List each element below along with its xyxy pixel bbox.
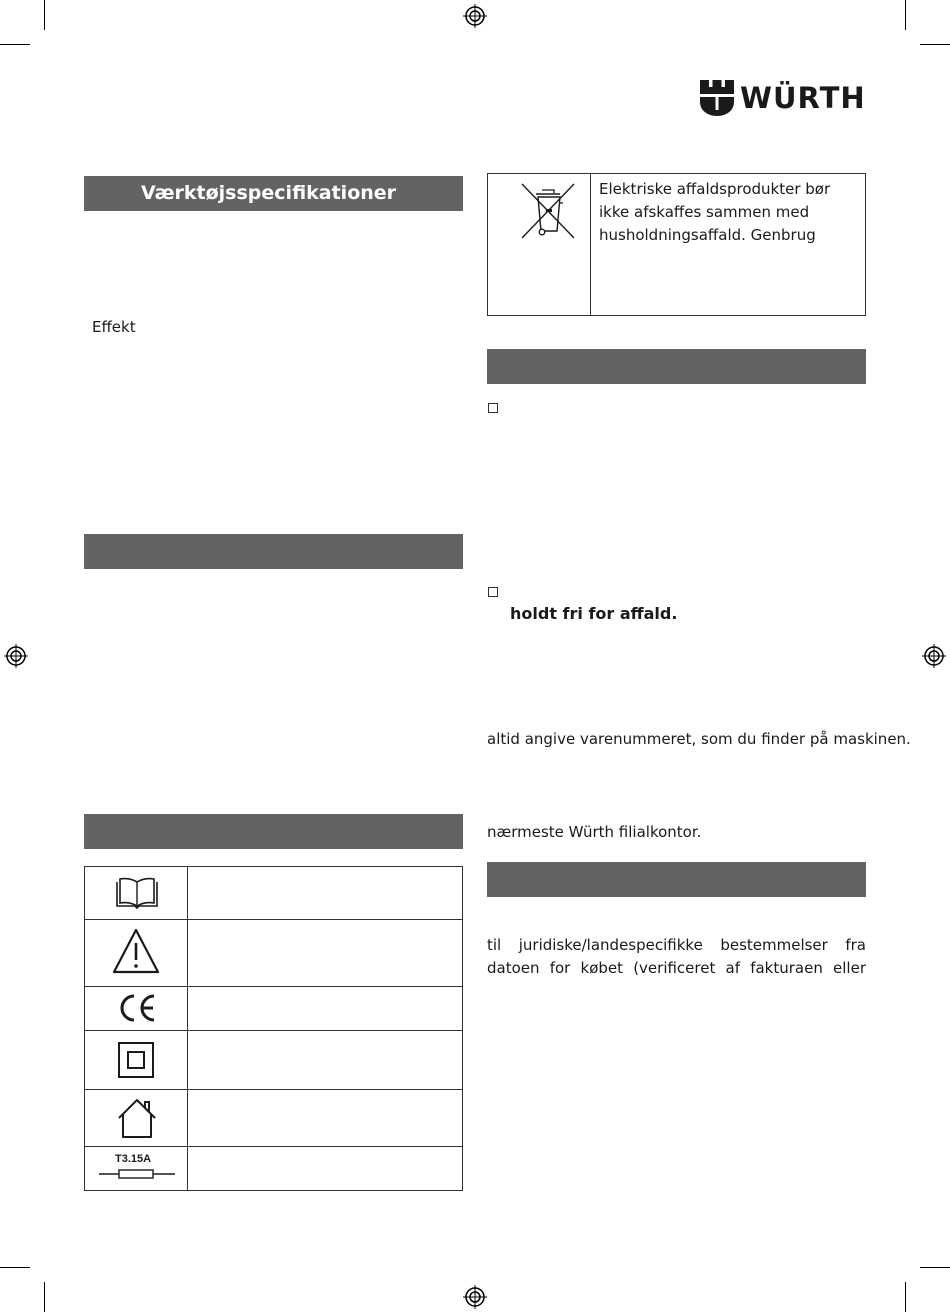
book-icon <box>115 876 159 910</box>
crop-mark <box>905 1282 906 1312</box>
registration-mark-icon <box>463 1285 487 1309</box>
fuse-icon <box>99 1168 175 1180</box>
weee-text-line: ikke afskaffes sammen med <box>599 203 810 221</box>
section-header-bar <box>84 534 463 569</box>
section-header-specifications <box>84 176 463 211</box>
section-header-bar <box>487 862 866 897</box>
crossed-out-wheelie-bin-icon <box>519 181 577 241</box>
bullet-checkbox <box>488 587 498 597</box>
ce-mark-icon <box>117 993 157 1023</box>
registration-mark-icon <box>922 644 946 668</box>
effekt-label: Effekt <box>92 318 136 336</box>
crop-mark <box>920 1267 950 1268</box>
weee-disposal-table <box>487 173 866 316</box>
warranty-line: til juridiske/landespecifikke bestemmelser fra <box>487 936 866 954</box>
crop-mark <box>44 0 45 30</box>
indoor-use-house-icon <box>115 1096 159 1140</box>
bold-instruction: holdt fri for affald. <box>510 604 678 623</box>
brand-name: WÜRTH <box>740 81 866 115</box>
crop-mark <box>0 44 30 45</box>
symbols-table <box>84 866 463 1191</box>
warning-triangle-icon <box>111 927 161 977</box>
crop-mark <box>44 1282 45 1312</box>
section-header-bar <box>84 814 463 849</box>
crop-mark <box>0 1267 30 1268</box>
paragraph-line-filial: nærmeste Würth filialkontor. <box>487 823 702 841</box>
double-insulation-icon <box>117 1041 155 1079</box>
section-title: Værktøjsspecifikationer <box>140 182 397 204</box>
registration-mark-icon <box>463 4 487 28</box>
weee-text-line: husholdningsaffald. Genbrug <box>599 226 816 244</box>
weee-text-line: Elektriske affaldsprodukter bør <box>599 180 831 198</box>
paragraph-line-varenummer: altid angive varenummeret, som du finder på maskinen. <box>487 730 911 748</box>
wurth-emblem-icon <box>700 80 734 116</box>
crop-mark <box>905 0 906 30</box>
warranty-line: datoen for købet (verificeret af fakturaen eller <box>487 959 866 977</box>
section-header-bar <box>487 349 866 384</box>
bullet-checkbox <box>488 403 498 413</box>
registration-mark-icon <box>4 644 28 668</box>
crop-mark <box>920 44 950 45</box>
wurth-logo <box>700 78 866 118</box>
fuse-rating-label: T3.15A <box>115 1153 152 1165</box>
